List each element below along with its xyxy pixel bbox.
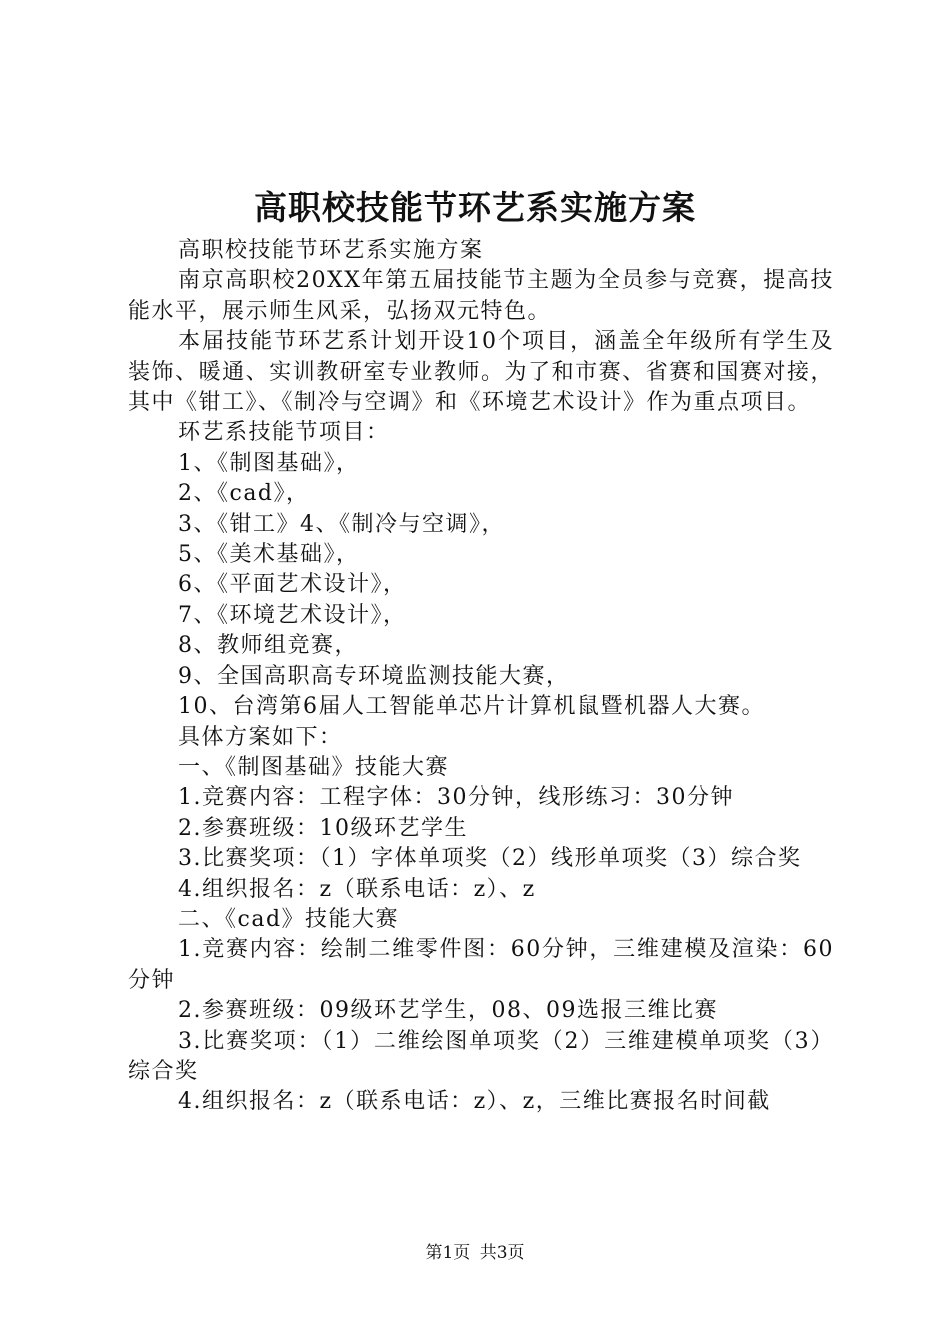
body-paragraph: 1.竞赛内容：工程字体：30分钟，线形练习：30分钟 xyxy=(178,785,734,811)
body-paragraph: 4.组织报名：z（联系电话：z）、z，三维比赛报名时间截 xyxy=(178,1089,771,1115)
body-paragraph: 2、《cad》， xyxy=(178,481,310,507)
body-paragraph: 一、《制图基础》技能大赛 xyxy=(178,754,450,780)
body-paragraph: 10、台湾第6届人工智能单芯片计算机鼠暨机器人大赛。 xyxy=(178,694,765,720)
body-paragraph: 环艺系技能节项目： xyxy=(178,420,390,446)
body-paragraph: 1.竞赛内容：绘制二维零件图：60分钟，三维建模及渲染：60分钟 xyxy=(128,937,834,993)
document-title: 高职校技能节环艺系实施方案 xyxy=(254,188,696,227)
body-paragraph: 二、《cad》技能大赛 xyxy=(178,906,400,932)
body-paragraph: 7、《环境艺术设计》， xyxy=(178,602,407,628)
page-footer xyxy=(0,1241,950,1265)
body-paragraph: 具体方案如下： xyxy=(178,724,343,750)
body-paragraph: 3、《钳工》4、《制冷与空调》， xyxy=(178,511,505,537)
page-number: 第1页 xyxy=(425,1243,471,1263)
body-paragraph: 3.比赛奖项：（1）字体单项奖（2）线形单项奖（3）综合奖 xyxy=(178,846,802,872)
body-paragraph: 2.参赛班级：10级环艺学生 xyxy=(178,815,468,841)
body-paragraph: 4.组织报名：z（联系电话：z）、z xyxy=(178,876,536,902)
document-body xyxy=(128,236,834,1118)
body-paragraph: 1、《制图基础》， xyxy=(178,450,360,476)
body-paragraph: 南京高职校20XX年第五届技能节主题为全员参与竞赛，提高技能水平，展示师生风采，弘扬双元特色。 xyxy=(128,268,834,324)
body-paragraph: 高职校技能节环艺系实施方案 xyxy=(178,238,484,263)
body-paragraph: 本届技能节环艺系计划开设10个项目，涵盖全年级所有学生及装饰、暖通、实训教研室专业教师。为了和市赛、省赛和国赛对接，其中《钳工》、《制冷与空调》和《环境艺术设计》作为重点项目。 xyxy=(128,329,834,416)
page-total: 共3页 xyxy=(479,1243,525,1263)
body-paragraph: 2.参赛班级：09级环艺学生，08、09选报三维比赛 xyxy=(178,998,718,1024)
body-paragraph: 3.比赛奖项：（1）二维绘图单项奖（2）三维建模单项奖（3）综合奖 xyxy=(128,1028,834,1084)
body-paragraph: 8、教师组竞赛， xyxy=(178,633,358,659)
body-paragraph: 6、《平面艺术设计》， xyxy=(178,572,407,598)
body-paragraph: 5、《美术基础》， xyxy=(178,542,360,568)
body-paragraph: 9、全国高职高专环境监测技能大赛， xyxy=(178,663,570,689)
